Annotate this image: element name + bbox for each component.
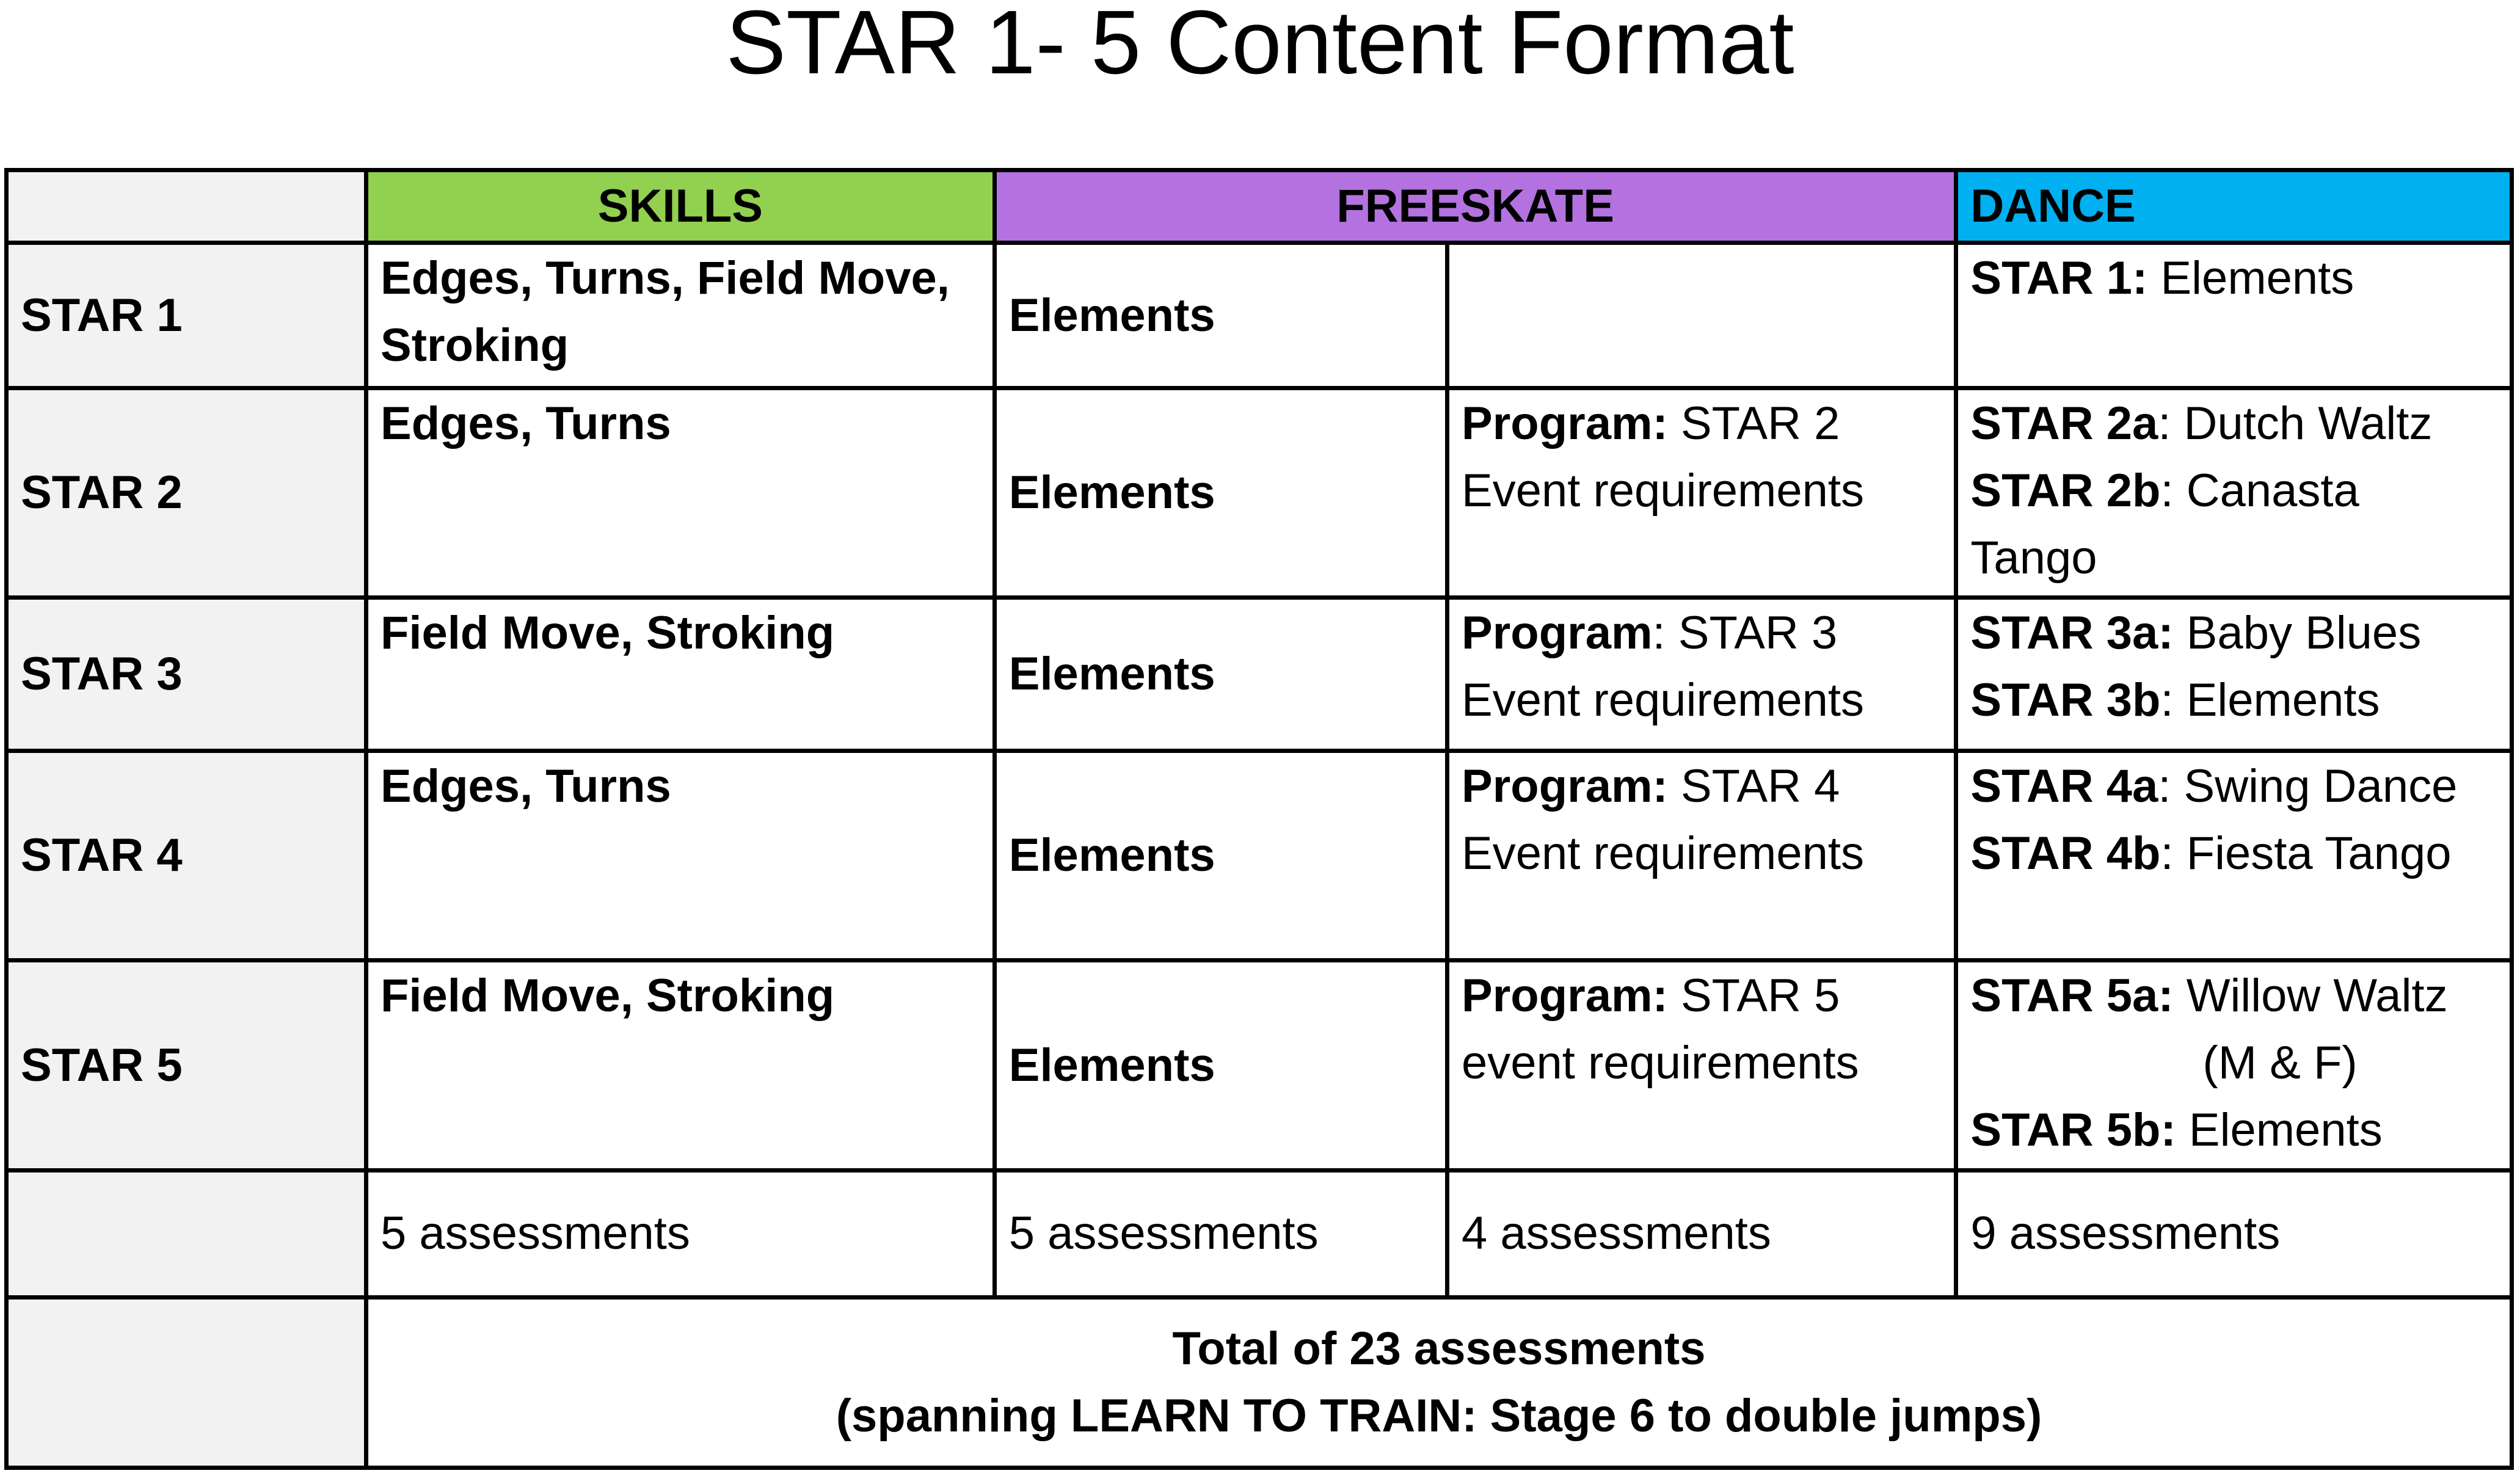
skills-cell <box>366 751 995 961</box>
table-row <box>7 242 2512 388</box>
freeskate-elements-cell: Elements <box>994 597 1447 751</box>
program-line: event requirements <box>1462 1037 1859 1089</box>
dance-line: STAR 4b: Fiesta Tango <box>1970 827 2452 880</box>
program-line: Program: STAR 4 <box>1462 760 1840 813</box>
program-cell-empty <box>1448 242 1956 388</box>
dance-line: STAR 1: Elements <box>1970 252 2354 304</box>
dance-line: STAR 5a: Willow Waltz <box>1970 970 2448 1022</box>
total-subtext: (spanning LEARN TO TRAIN: Stage 6 to double jumps) <box>836 1389 2042 1442</box>
dance-line: STAR 2b: Canasta <box>1970 465 2359 517</box>
skills-count: 5 assessments <box>366 1170 995 1297</box>
row-label: STAR 5 <box>7 961 366 1170</box>
dance-cell <box>1956 961 2512 1170</box>
skills-cell <box>366 242 995 388</box>
freeskate-header: FREESKATE <box>994 170 1956 243</box>
freeskate-elements-cell: Elements <box>994 751 1447 961</box>
dance-line: STAR 2a: Dutch Waltz <box>1970 398 2433 450</box>
dance-line: STAR 3b: Elements <box>1970 674 2380 726</box>
dance-cell <box>1956 388 2512 597</box>
skills-text: Stroking <box>381 319 569 371</box>
program-cell <box>1448 751 1956 961</box>
table-row <box>7 597 2512 751</box>
row-label-empty <box>7 1297 366 1467</box>
freeskate-elements-cell: Elements <box>994 961 1447 1170</box>
page-title: STAR 1- 5 Content Format <box>726 0 1794 93</box>
total-row <box>7 1297 2512 1467</box>
row-label: STAR 3 <box>7 597 366 751</box>
skills-cell <box>366 961 995 1170</box>
program-cell <box>1448 961 1956 1170</box>
dance-line: STAR 5b: Elements <box>1970 1104 2383 1157</box>
total-line: Total of 23 assessments <box>1172 1322 1706 1375</box>
skills-text: Edges, Turns <box>381 398 671 450</box>
row-label-empty <box>7 1170 366 1297</box>
freeskate-elements-cell: Elements <box>994 388 1447 597</box>
dance-line: STAR 3a: Baby Blues <box>1970 606 2422 659</box>
dance-cell <box>1956 597 2512 751</box>
program-line: Program: STAR 2 <box>1462 398 1840 450</box>
row-label: STAR 2 <box>7 388 366 597</box>
dance-line: Tango <box>1970 532 2097 584</box>
skills-text: Field Move, Stroking <box>381 606 835 659</box>
program-line: Event requirements <box>1462 465 1864 517</box>
program-line: Program: STAR 5 <box>1462 970 1840 1022</box>
dance-header: DANCE <box>1956 170 2512 243</box>
freeskate-elements-count: 5 assessments <box>994 1170 1447 1297</box>
row-label: STAR 4 <box>7 751 366 961</box>
program-cell <box>1448 597 1956 751</box>
row-label: STAR 1 <box>7 242 366 388</box>
table-row <box>7 388 2512 597</box>
skills-text: Field Move, Stroking <box>381 970 835 1022</box>
assessment-count-row <box>7 1170 2512 1297</box>
program-count: 4 assessments <box>1448 1170 1956 1297</box>
program-line: Event requirements <box>1462 827 1864 880</box>
skills-cell <box>366 597 995 751</box>
skills-text: Edges, Turns <box>381 760 671 813</box>
dance-line: STAR 4a: Swing Dance <box>1970 760 2458 813</box>
skills-header: SKILLS <box>366 170 995 243</box>
skills-text: Edges, Turns, Field Move, <box>381 252 950 304</box>
program-line: Program: STAR 3 <box>1462 606 1838 659</box>
dance-cell <box>1956 751 2512 961</box>
dance-cell <box>1956 242 2512 388</box>
corner-cell <box>7 170 366 243</box>
table-row <box>7 961 2512 1170</box>
header-row <box>7 170 2512 243</box>
table-row <box>7 751 2512 961</box>
total-cell <box>366 1297 2512 1467</box>
content-format-table <box>4 168 2514 1470</box>
dance-count: 9 assessments <box>1956 1170 2512 1297</box>
program-cell <box>1448 388 1956 597</box>
freeskate-elements-cell: Elements <box>994 242 1447 388</box>
program-line: Event requirements <box>1462 674 1864 726</box>
skills-cell <box>366 388 995 597</box>
dance-line: (M & F) <box>2202 1037 2358 1089</box>
